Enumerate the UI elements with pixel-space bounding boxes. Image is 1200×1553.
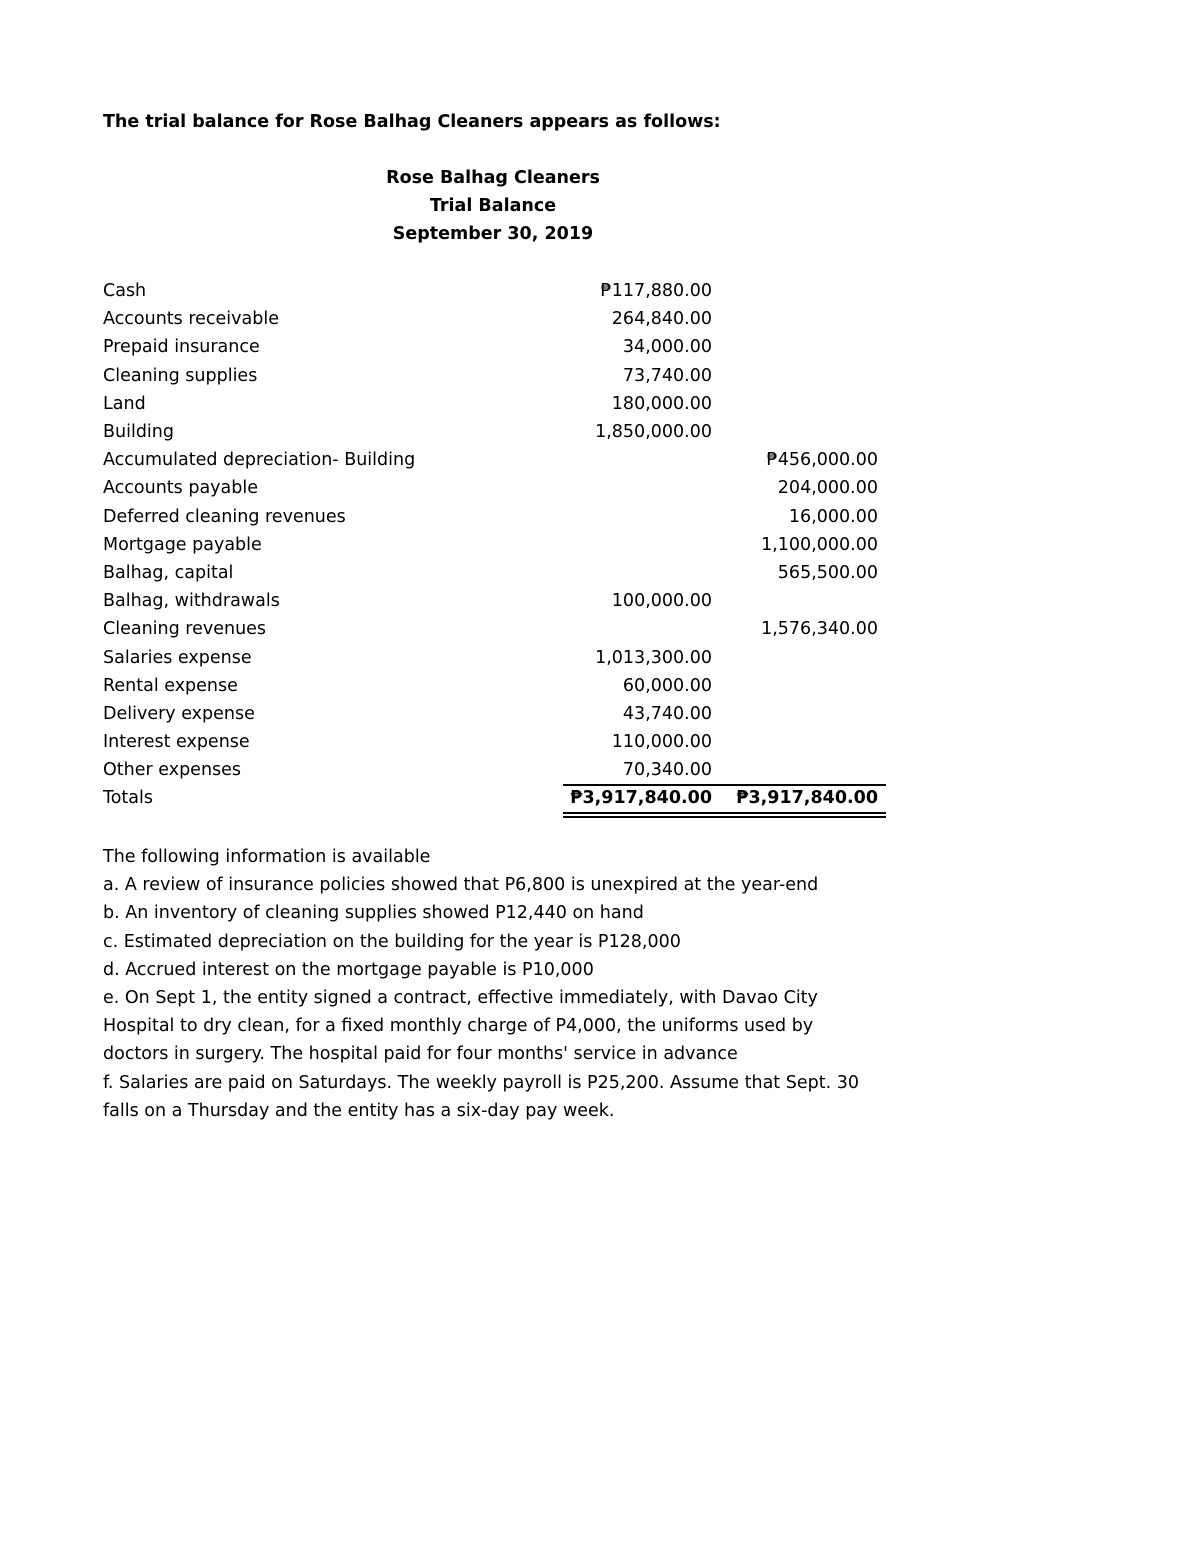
debit-amount: 70,340.00 bbox=[622, 760, 712, 780]
debit-amount: 60,000.00 bbox=[622, 676, 712, 696]
note-line: d. Accrued interest on the mortgage payable is P10,000 bbox=[103, 960, 594, 980]
note-line: falls on a Thursday and the entity has a six-day pay week. bbox=[103, 1101, 615, 1121]
totals-credit: ₱3,917,840.00 bbox=[736, 788, 878, 808]
credit-amount: 565,500.00 bbox=[777, 563, 878, 583]
account-name: Accounts receivable bbox=[103, 309, 279, 329]
account-name: Accumulated depreciation- Building bbox=[103, 450, 416, 470]
account-name: Other expenses bbox=[103, 760, 242, 780]
credit-amount: 16,000.00 bbox=[788, 507, 878, 527]
credit-amount: ₱456,000.00 bbox=[766, 450, 878, 470]
debit-amount: 73,740.00 bbox=[622, 366, 712, 386]
debit-amount: ₱117,880.00 bbox=[600, 281, 712, 301]
notes-heading: The following information is available bbox=[103, 847, 431, 867]
account-name: Mortgage payable bbox=[103, 535, 262, 555]
totals-double-rule-2 bbox=[563, 816, 886, 818]
account-name: Cash bbox=[103, 281, 147, 301]
debit-amount: 34,000.00 bbox=[622, 337, 712, 357]
account-name: Deferred cleaning revenues bbox=[103, 507, 346, 527]
account-name: Balhag, capital bbox=[103, 563, 234, 583]
debit-amount: 180,000.00 bbox=[611, 394, 712, 414]
note-line: doctors in surgery. The hospital paid for four months' service in advance bbox=[103, 1044, 738, 1064]
credit-amount: 1,100,000.00 bbox=[761, 535, 878, 555]
note-line: b. An inventory of cleaning supplies showed P12,440 on hand bbox=[103, 903, 644, 923]
note-line: Hospital to dry clean, for a fixed monthly charge of P4,000, the uniforms used by bbox=[103, 1016, 814, 1036]
totals-label: Totals bbox=[103, 788, 153, 808]
credit-amount: 204,000.00 bbox=[777, 478, 878, 498]
debit-amount: 1,850,000.00 bbox=[595, 422, 712, 442]
account-name: Building bbox=[103, 422, 174, 442]
report-date: September 30, 2019 bbox=[392, 224, 594, 244]
debit-amount: 43,740.00 bbox=[622, 704, 712, 724]
note-line: a. A review of insurance policies showed that P6,800 is unexpired at the year-end bbox=[103, 875, 819, 895]
account-name: Salaries expense bbox=[103, 648, 252, 668]
account-name: Delivery expense bbox=[103, 704, 255, 724]
account-name: Land bbox=[103, 394, 146, 414]
account-name: Interest expense bbox=[103, 732, 250, 752]
account-name: Accounts payable bbox=[103, 478, 258, 498]
debit-amount: 100,000.00 bbox=[611, 591, 712, 611]
credit-amount: 1,576,340.00 bbox=[761, 619, 878, 639]
account-name: Rental expense bbox=[103, 676, 238, 696]
intro-text: The trial balance for Rose Balhag Cleaners appears as follows: bbox=[103, 112, 721, 132]
totals-top-rule bbox=[563, 784, 886, 786]
note-line: e. On Sept 1, the entity signed a contract, effective immediately, with Davao City bbox=[103, 988, 818, 1008]
account-name: Cleaning supplies bbox=[103, 366, 258, 386]
account-name: Balhag, withdrawals bbox=[103, 591, 280, 611]
totals-debit: ₱3,917,840.00 bbox=[570, 788, 712, 808]
debit-amount: 110,000.00 bbox=[611, 732, 712, 752]
note-line: f. Salaries are paid on Saturdays. The weekly payroll is P25,200. Assume that Sept. 30 bbox=[103, 1073, 859, 1093]
account-name: Cleaning revenues bbox=[103, 619, 267, 639]
company-name: Rose Balhag Cleaners bbox=[386, 168, 600, 188]
totals-double-rule-1 bbox=[563, 812, 886, 814]
note-line: c. Estimated depreciation on the building for the year is P128,000 bbox=[103, 932, 681, 952]
debit-amount: 264,840.00 bbox=[611, 309, 712, 329]
report-title: Trial Balance bbox=[429, 196, 557, 216]
account-name: Prepaid insurance bbox=[103, 337, 260, 357]
debit-amount: 1,013,300.00 bbox=[595, 648, 712, 668]
